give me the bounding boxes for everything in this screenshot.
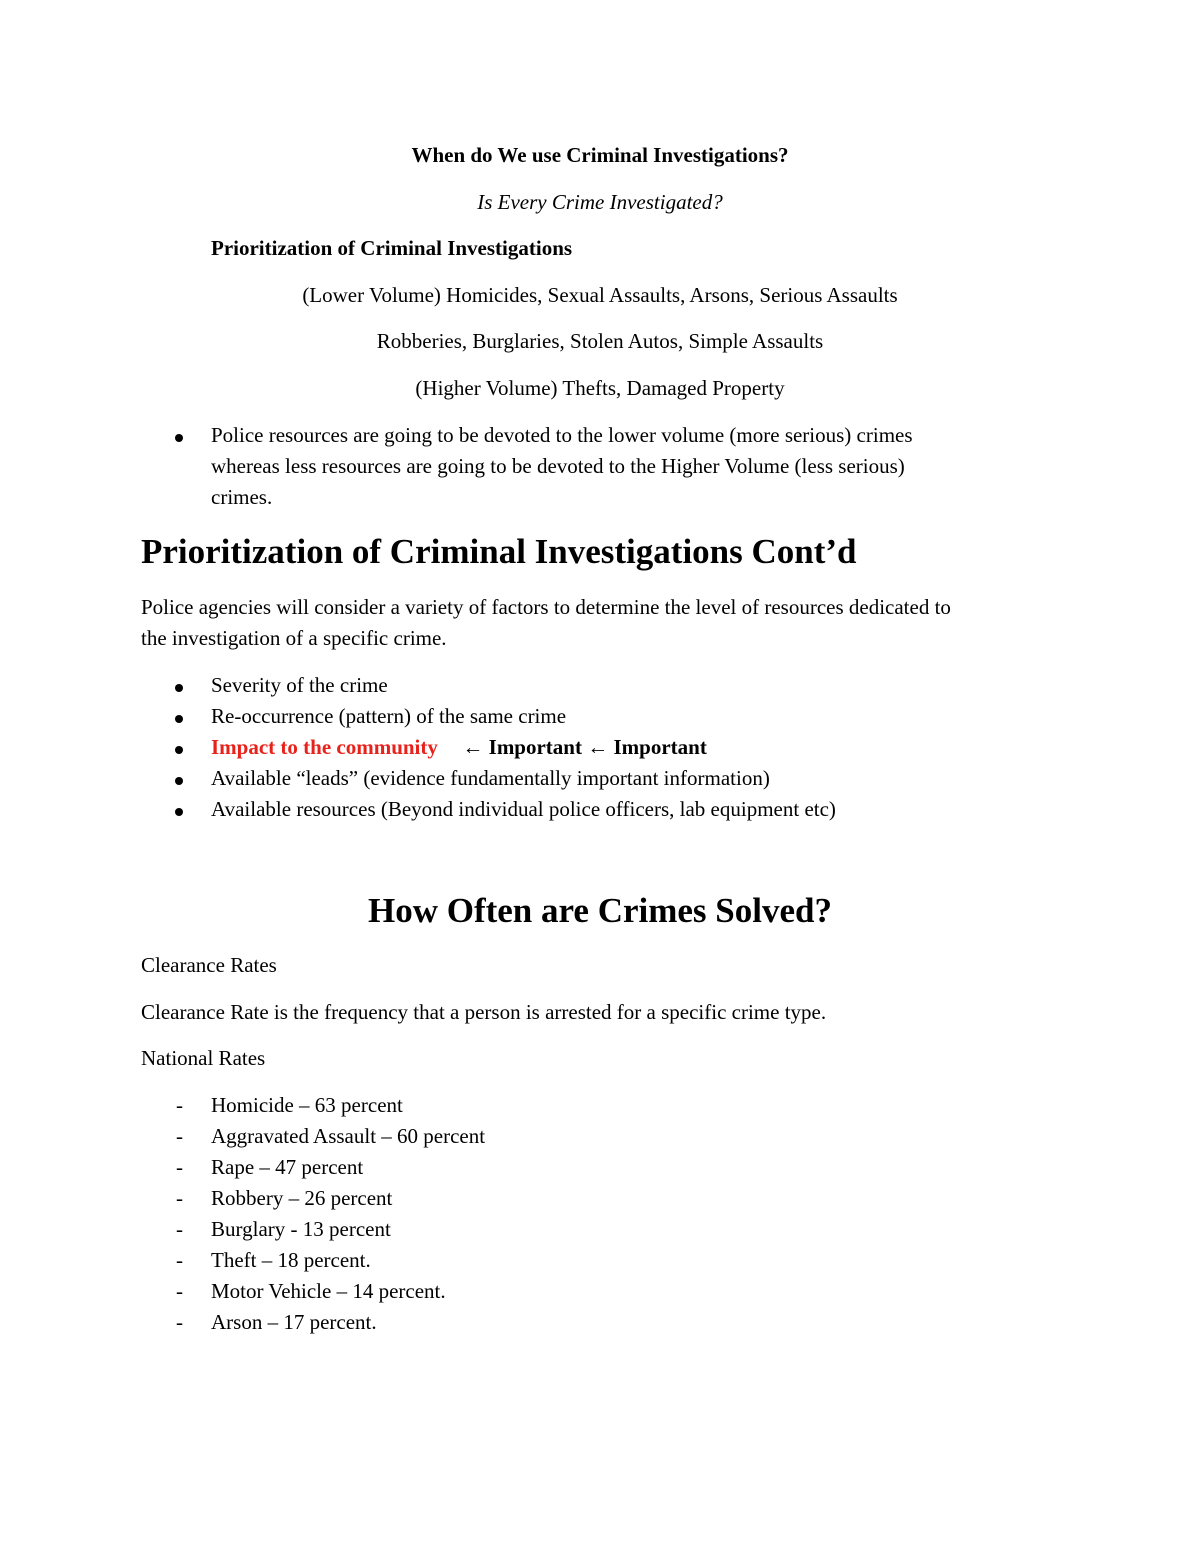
intro-paragraph-line-1: Police agencies will consider a variety of factors to determine the level of resources dedicated to [141, 595, 951, 619]
rate-aggravated-assault: Aggravated Assault – 60 percent [211, 1124, 486, 1148]
dash-marker: - [176, 1217, 183, 1241]
clearance-rate-definition: Clearance Rate is the frequency that a person is arrested for a specific crime type. [141, 1000, 827, 1024]
section-heading-prioritization-contd: Prioritization of Criminal Investigations Cont’d [141, 532, 857, 571]
factor-reoccurrence: Re-occurrence (pattern) of the same crime [211, 704, 567, 728]
bullet-icon [175, 434, 183, 442]
factor-impact-community: Impact to the community [211, 735, 438, 759]
dash-marker: - [176, 1155, 183, 1179]
dash-marker: - [176, 1248, 183, 1272]
factor-impact-row [211, 735, 707, 760]
national-rates-label: National Rates [141, 1046, 266, 1070]
document-subtitle: Is Every Crime Investigated? [477, 190, 723, 214]
document-title: When do We use Criminal Investigations? [411, 143, 789, 167]
resources-bullet-line-2: whereas less resources are going to be devoted to the Higher Volume (less serious) [211, 454, 905, 478]
section-heading-how-often-solved: How Often are Crimes Solved? [367, 891, 832, 930]
rate-motor-vehicle: Motor Vehicle – 14 percent. [211, 1279, 446, 1303]
priority-line-lower-volume: (Lower Volume) Homicides, Sexual Assaults, Arsons, Serious Assaults [302, 283, 898, 307]
dash-marker: - [176, 1310, 183, 1334]
resources-bullet-line-3: crimes. [211, 485, 273, 509]
bullet-icon [175, 684, 183, 692]
clearance-rates-label: Clearance Rates [141, 953, 277, 977]
prioritization-heading: Prioritization of Criminal Investigations [211, 236, 573, 260]
rate-rape: Rape – 47 percent [211, 1155, 364, 1179]
dash-marker: - [176, 1186, 183, 1210]
intro-paragraph-line-2: the investigation of a specific crime. [141, 626, 447, 650]
bullet-icon [175, 777, 183, 785]
bullet-icon [175, 715, 183, 723]
dash-marker: - [176, 1124, 183, 1148]
bullet-icon [175, 746, 183, 754]
dash-marker: - [176, 1279, 183, 1303]
priority-line-higher-volume: (Higher Volume) Thefts, Damaged Property [415, 376, 785, 400]
rate-homicide: Homicide – 63 percent [211, 1093, 403, 1117]
factor-severity: Severity of the crime [211, 673, 388, 697]
factor-resources: Available resources (Beyond individual police officers, lab equipment etc) [211, 797, 836, 821]
rate-robbery: Robbery – 26 percent [211, 1186, 393, 1210]
dash-marker: - [176, 1093, 183, 1117]
left-arrow-icon: ← [587, 735, 609, 759]
priority-line-middle: Robberies, Burglaries, Stolen Autos, Simple Assaults [376, 329, 824, 353]
factor-leads: Available “leads” (evidence fundamentally important information) [211, 766, 770, 790]
rate-arson: Arson – 17 percent. [211, 1310, 377, 1334]
resources-bullet-line-1: Police resources are going to be devoted to the lower volume (more serious) crimes [211, 423, 913, 447]
rate-burglary: Burglary - 13 percent [211, 1217, 391, 1241]
important-note: Important [613, 735, 707, 759]
bullet-icon [175, 808, 183, 816]
important-note: Important [488, 735, 582, 759]
rate-theft: Theft – 18 percent. [211, 1248, 371, 1272]
left-arrow-icon: ← [462, 735, 484, 759]
